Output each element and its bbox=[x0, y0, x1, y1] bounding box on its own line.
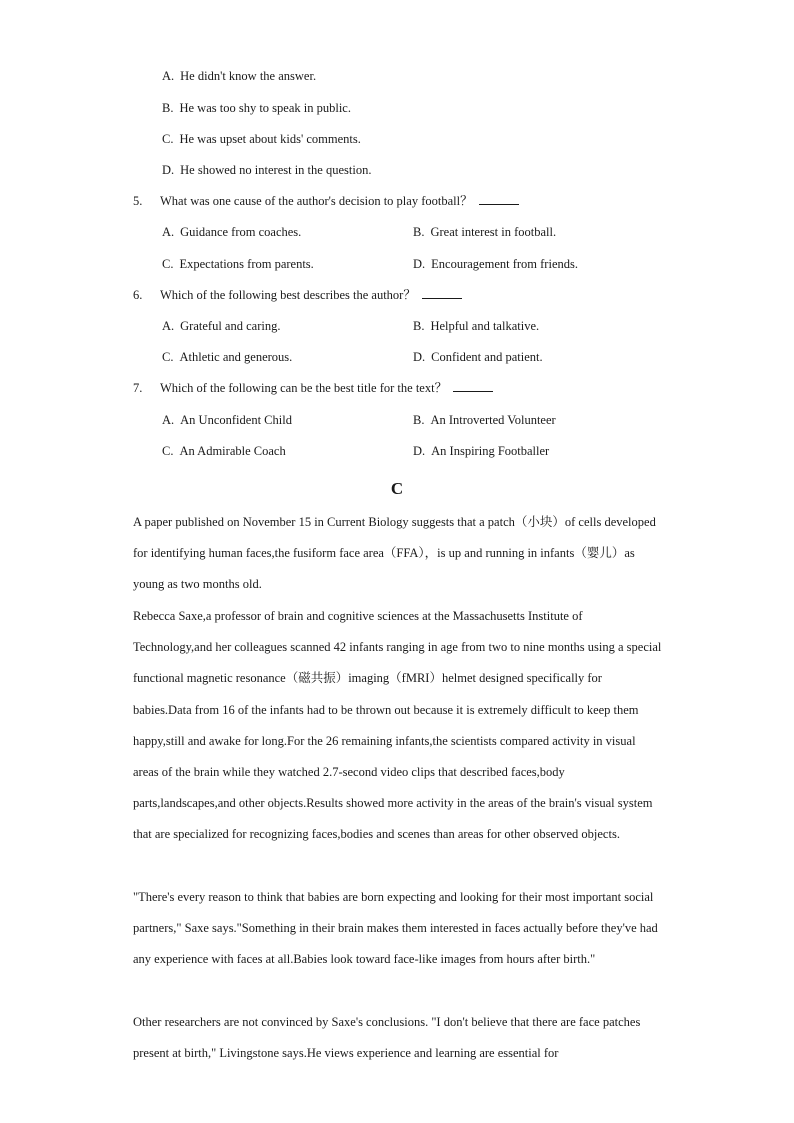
option-letter: C. bbox=[162, 444, 174, 458]
q5-option-b bbox=[413, 224, 556, 240]
answer-blank[interactable] bbox=[479, 193, 519, 205]
q5-option-a bbox=[162, 224, 301, 240]
option-letter: A. bbox=[162, 319, 175, 333]
q7-number: 7. bbox=[133, 381, 143, 395]
option-text: He was upset about kids' comments. bbox=[179, 132, 361, 146]
option-letter: B. bbox=[413, 319, 425, 333]
option-letter: D. bbox=[162, 163, 175, 177]
option-letter: A. bbox=[162, 69, 175, 83]
option-text: He showed no interest in the question. bbox=[180, 163, 372, 177]
option-text: Guidance from coaches. bbox=[180, 225, 302, 239]
q6-number: 6. bbox=[133, 288, 143, 302]
option-text: Great interest in football. bbox=[430, 225, 557, 239]
option-text: An Unconfident Child bbox=[180, 413, 292, 427]
option-letter: D. bbox=[413, 444, 426, 458]
option-letter: B. bbox=[162, 101, 174, 115]
q6-stem bbox=[160, 287, 462, 303]
q6-option-a bbox=[162, 318, 280, 334]
q4-option-c bbox=[162, 131, 361, 147]
q7-option-d bbox=[413, 443, 549, 459]
q7-stem bbox=[160, 380, 493, 396]
option-text: An Inspiring Footballer bbox=[431, 444, 550, 458]
q4-option-d bbox=[162, 162, 371, 178]
option-text: Helpful and talkative. bbox=[430, 319, 540, 333]
option-letter: C. bbox=[162, 132, 174, 146]
option-letter: A. bbox=[162, 413, 175, 427]
option-letter: C. bbox=[162, 257, 174, 271]
q4-option-a bbox=[162, 68, 316, 84]
passage-paragraph-3: "There's every reason to think that babies are born expecting and looking for their most important social partners," Saxe says."Something in their brain makes them interested in faces actually before they've had any experience with faces at all.Babies look toward face-like images from hours after birth." bbox=[133, 890, 658, 967]
passage-paragraph-2: Rebecca Saxe,a professor of brain and cognitive sciences at the Massachusetts Institute of Technology,and her colleagues scanned 42 infants ranging in age from two to nine months using a special functional magnetic resonance（磁共振）imaging（fMRI）helmet designed specifically for babies.Data from 16 of the infants had to be thrown out because it is extremely difficult to keep them happy,still and awake for long.For the 26 remaining infants,the scientists compared activity in visual areas of the brain while they watched 2.7-second video clips that described faces,body parts,landscapes,and other objects.Results showed more activity in the areas of the brain's visual system that are specialized for recognizing faces,bodies and scenes than areas for other observed objects. bbox=[133, 609, 662, 842]
option-text: He didn't know the answer. bbox=[180, 69, 317, 83]
passage-paragraph-4: Other researchers are not convinced by Saxe's conclusions. "I don't believe that there are face patches present at birth," Livingstone says.He views experience and learning are essential for bbox=[133, 1015, 641, 1061]
question-stem: What was one cause of the author's decision to play football？ bbox=[160, 194, 473, 208]
question-stem: Which of the following can be the best title for the text？ bbox=[160, 381, 448, 395]
q7-option-b bbox=[413, 412, 556, 428]
option-letter: B. bbox=[413, 225, 425, 239]
q6-option-c bbox=[162, 349, 292, 365]
option-text: Confident and patient. bbox=[431, 350, 543, 364]
question-stem: Which of the following best describes the author？ bbox=[160, 288, 416, 302]
option-letter: C. bbox=[162, 350, 174, 364]
q5-option-d bbox=[413, 256, 578, 272]
option-text: Grateful and caring. bbox=[180, 319, 281, 333]
q7-option-a bbox=[162, 412, 292, 428]
answer-blank[interactable] bbox=[422, 287, 462, 299]
q5-number: 5. bbox=[133, 194, 143, 208]
q6-option-d bbox=[413, 349, 543, 365]
q5-stem bbox=[160, 193, 519, 209]
option-letter: D. bbox=[413, 350, 426, 364]
section-title: C bbox=[390, 479, 404, 498]
option-letter: B. bbox=[413, 413, 425, 427]
answer-blank[interactable] bbox=[453, 380, 493, 392]
option-text: An Introverted Volunteer bbox=[430, 413, 556, 427]
option-text: He was too shy to speak in public. bbox=[179, 101, 351, 115]
q5-option-c bbox=[162, 256, 314, 272]
option-text: Encouragement from friends. bbox=[431, 257, 578, 271]
q6-option-b bbox=[413, 318, 539, 334]
passage-paragraph-1: A paper published on November 15 in Current Biology suggests that a patch（小块）of cells developed for identifying human faces,the fusiform face area（FFA），is up and running in infants（婴儿）as young as two months old. bbox=[133, 515, 656, 592]
q7-option-c bbox=[162, 443, 286, 459]
q4-option-b bbox=[162, 100, 351, 116]
option-letter: A. bbox=[162, 225, 175, 239]
option-text: Expectations from parents. bbox=[179, 257, 314, 271]
option-text: Athletic and generous. bbox=[179, 350, 293, 364]
option-letter: D. bbox=[413, 257, 426, 271]
option-text: An Admirable Coach bbox=[179, 444, 286, 458]
